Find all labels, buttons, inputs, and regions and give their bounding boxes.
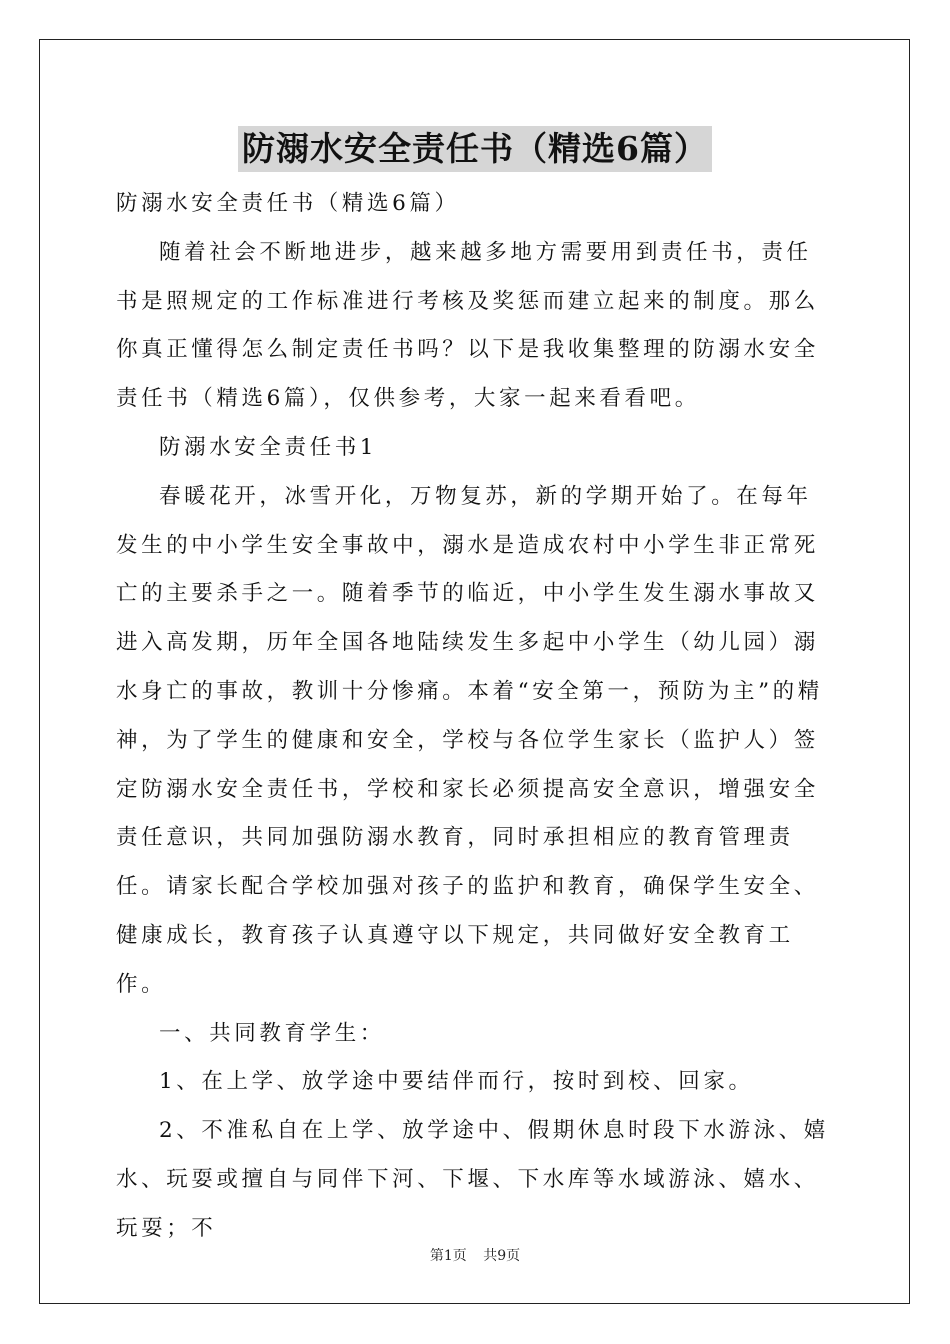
list-item: 2、不准私自在上学、放学途中、假期休息时段下水游泳、嬉水、玩耍或擅自与同伴下河、下堰、下水库等水域游泳、嬉水、玩耍；不 (116, 1118, 829, 1241)
page-number: 第1页 (429, 1248, 467, 1264)
intro-paragraph: 随着社会不断地进步，越来越多地方需要用到责任书，责任书是照规定的工作标准进行考核及奖惩而建立起来的制度。那么你真正懂得怎么制定责任书吗？以下是我收集整理的防溺水安全责任书（精选6篇），仅供参考，大家一起来看看吧。 (116, 239, 819, 412)
list-heading: 一、共同教育学生： (159, 1020, 385, 1046)
list-item: 1、在上学、放学途中要结伴而行，按时到校、回家。 (159, 1069, 754, 1095)
section-heading: 防溺水安全责任书1 (159, 434, 378, 460)
page-total: 共9页 (483, 1248, 521, 1264)
subtitle-paragraph: 防溺水安全责任书（精选6篇） (116, 191, 460, 216)
body-paragraph: 春暖花开，冰雪开化，万物复苏，新的学期开始了。在每年发生的中小学生安全事故中，溺水是造成农村中小学生非正常死亡的主要杀手之一。随着季节的临近，中小学生发生溺水事故又进入高发期，历年全国各地陆续发生多起中小学生（幼儿园）溺水身亡的事故，教训十分惨痛。本着“安全第一，预防为主”的精神，为了学生的健康和安全，学校与各位学生家长（监护人）签定防溺水安全责任书，学校和家长必须提高安全意识，增强安全责任意识，共同加强防溺水教育，同时承担相应的教育管理责任。请家长配合学校加强对孩子的监护和教育，确保学生安全、健康成长，教育孩子认真遵守以下规定，共同做好安全教育工作。 (116, 483, 823, 997)
document-title: 防溺水安全责任书（精选6篇） (238, 126, 712, 172)
document-body (116, 180, 836, 1254)
page-footer (0, 1245, 950, 1265)
title-container (0, 126, 950, 172)
